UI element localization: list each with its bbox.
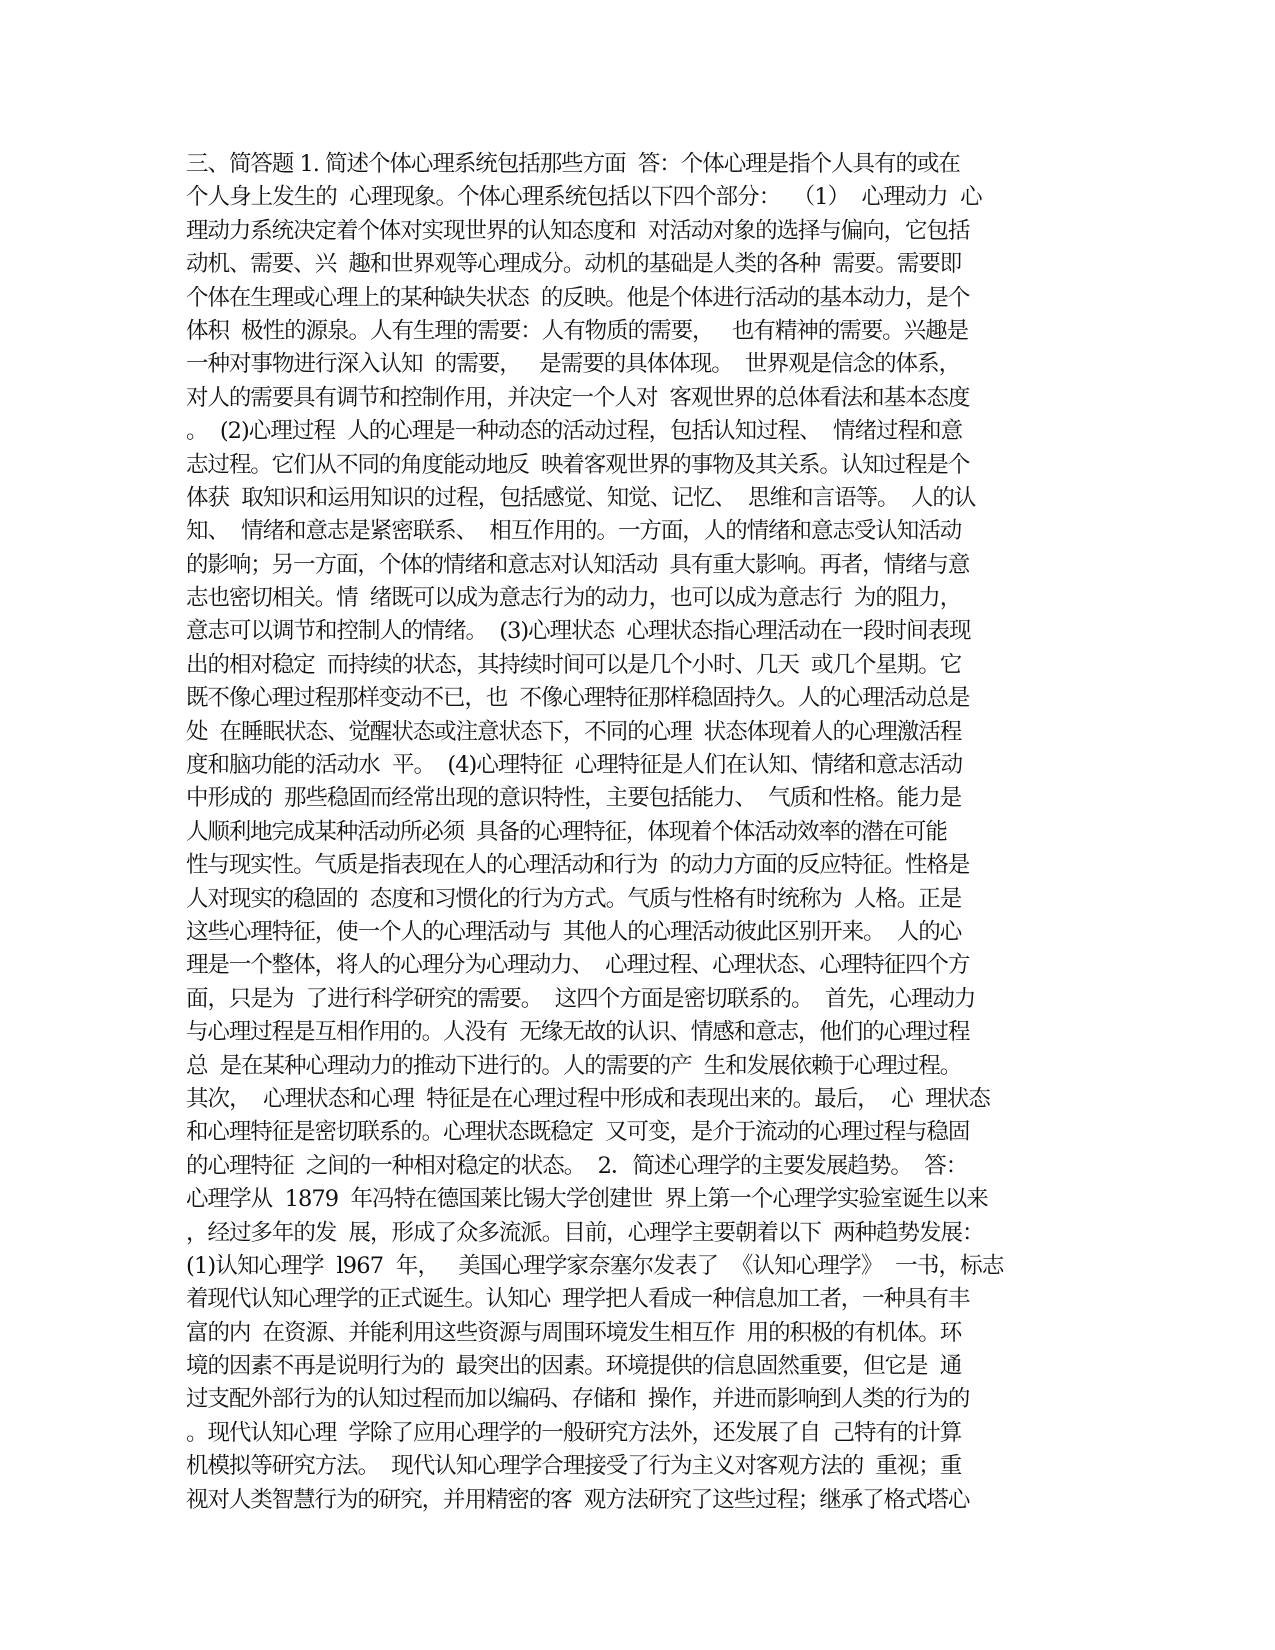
- text-line: 着现代认知心理学的正式诞生。认知心 理学把人看成一种信息加工者，一种具有丰: [186, 1286, 970, 1313]
- text-line: 出的相对稳定 而持续的状态，其持续时间可以是几个小时、几天 或几个星期。它: [186, 651, 962, 678]
- text-line: 意志可以调节和控制人的情绪。 (3)心理状态 心理状态指心理活动在一段时间表现: [186, 618, 971, 645]
- text-line: 个体在生理或心理上的某种缺失状态 的反映。他是个体进行活动的基本动力，是个: [186, 284, 970, 311]
- text-line: 一种对事物进行深入认知 的需要， 是需要的具体体现。 世界观是信念的体系，: [186, 351, 961, 378]
- text-line: ，经过多年的发 展，形成了众多流派。目前，心理学主要朝着以下 两种趋势发展：: [186, 1219, 984, 1246]
- text-line: 过支配外部行为的认知过程而加以编码、存储和 操作，并进而影响到人类的行为的: [186, 1386, 970, 1413]
- text-line: 与心理过程是互相作用的。人没有 无缘无故的认识、情感和意志，他们的心理过程: [186, 1019, 970, 1046]
- text-line: 这些心理特征，使一个人的心理活动与 其他人的心理活动彼此区别开来。 人的心: [186, 918, 962, 945]
- text-line: 。现代认知心理 学除了应用心理学的一般研究方法外，还发展了自 己特有的计算: [186, 1419, 962, 1446]
- text-line: 的影响；另一方面，个体的情绪和意志对认知活动 具有重大影响。再者，情绪与意: [186, 551, 970, 578]
- text-line: 视对人类智慧行为的研究，并用精密的客 观方法研究了这些过程；继承了格式塔心: [186, 1486, 970, 1513]
- text-line: (1)认知心理学 l967 年， 美国心理学家奈塞尔发表了 《认知心理学》 一书，标志: [186, 1252, 1004, 1279]
- text-line: 既不像心理过程那样变动不已，也 不像心理特征那样稳固持久。人的心理活动总是: [186, 685, 970, 712]
- text-line: 和心理特征是密切联系的。心理状态既稳定 又可变，是介于流动的心理过程与稳固: [186, 1119, 970, 1146]
- text-line: 人对现实的稳固的 态度和习惯化的行为方式。气质与性格有时统称为 人格。正是: [186, 885, 962, 912]
- text-line: 境的因素不再是说明行为的 最突出的因素。环境提供的信息固然重要，但它是 通: [186, 1353, 962, 1380]
- text-line: 其次， 心理状态和心理 特征是在心理过程中形成和表现出来的。最后， 心 理状态: [186, 1085, 990, 1112]
- text-line: 中形成的 那些稳固而经常出现的意识特性，主要包括能力、 气质和性格。能力是: [186, 785, 962, 812]
- text-line: 面，只是为 了进行科学研究的需要。 这四个方面是密切联系的。 首先，心理动力: [186, 985, 976, 1012]
- text-line: 处 在睡眠状态、觉醒状态或注意状态下，不同的心理 状态体现着人的心理激活程: [186, 718, 962, 745]
- text-line: 三、简答题 1. 简述个体心理系统包括那些方面 答：个体心理是指个人具有的或在: [186, 151, 960, 177]
- text-line: 志过程。它们从不同的角度能动地反 映着客观世界的事物及其关系。认知过程是个: [186, 451, 970, 478]
- text-line: 志也密切相关。情 绪既可以成为意志行为的动力，也可以成为意志行 为的阻力，: [186, 585, 962, 612]
- text-line: 富的内 在资源、并能利用这些资源与周围环境发生相互作 用的积极的有机体。环: [186, 1319, 962, 1346]
- text-line: 个人身上发生的 心理现象。个体心理系统包括以下四个部分： （1） 心理动力 心: [186, 184, 982, 211]
- text-line: 。 (2)心理过程 人的心理是一种动态的活动过程，包括认知过程、 情绪过程和意: [186, 418, 963, 445]
- text-line: 知、 情绪和意志是紧密联系、 相互作用的。一方面，人的情绪和意志受认知活动: [186, 518, 962, 545]
- text-line: 体获 取知识和运用知识的过程，包括感觉、知觉、记忆、 思维和言语等。 人的认: [186, 484, 976, 511]
- text-line: 心理学从 1879 年冯特在德国莱比锡大学创建世 界上第一个心理学实验室诞生以来: [186, 1186, 988, 1213]
- text-line: 动机、需要、兴 趣和世界观等心理成分。动机的基础是人类的各种 需要。需要即: [186, 251, 962, 278]
- text-line: 机模拟等研究方法。 现代认知心理学合理接受了行为主义对客观方法的 重视；重: [186, 1453, 962, 1480]
- text-line: 体积 极性的源泉。人有生理的需要：人有物质的需要， 也有精神的需要。兴趣是: [186, 317, 969, 344]
- text-line: 总 是在某种心理动力的推动下进行的。人的需要的产 生和发展依赖于心理过程。: [186, 1052, 962, 1079]
- text-line: 理是一个整体，将人的心理分为心理动力、 心理过程、心理状态、心理特征四个方: [186, 952, 970, 979]
- text-line: 性与现实性。气质是指表现在人的心理活动和行为 的动力方面的反应特征。性格是: [186, 852, 970, 879]
- text-line: 度和脑功能的活动水 平。 (4)心理特征 心理特征是人们在认知、情绪和意志活动: [186, 752, 963, 779]
- text-line: 的心理特征 之间的一种相对稳定的状态。 2．简述心理学的主要发展趋势。 答：: [186, 1152, 968, 1179]
- text-line: 对人的需要具有调节和控制作用，并决定一个人对 客观世界的总体看法和基本态度: [186, 384, 970, 411]
- text-line: 理动力系统决定着个体对实现世界的认知态度和 对活动对象的选择与偏向，它包括: [186, 217, 970, 244]
- text-line: 人顺利地完成某种活动所必须 具备的心理特征，体现着个体活动效率的潜在可能: [186, 818, 947, 845]
- body-text: [186, 148, 1086, 1517]
